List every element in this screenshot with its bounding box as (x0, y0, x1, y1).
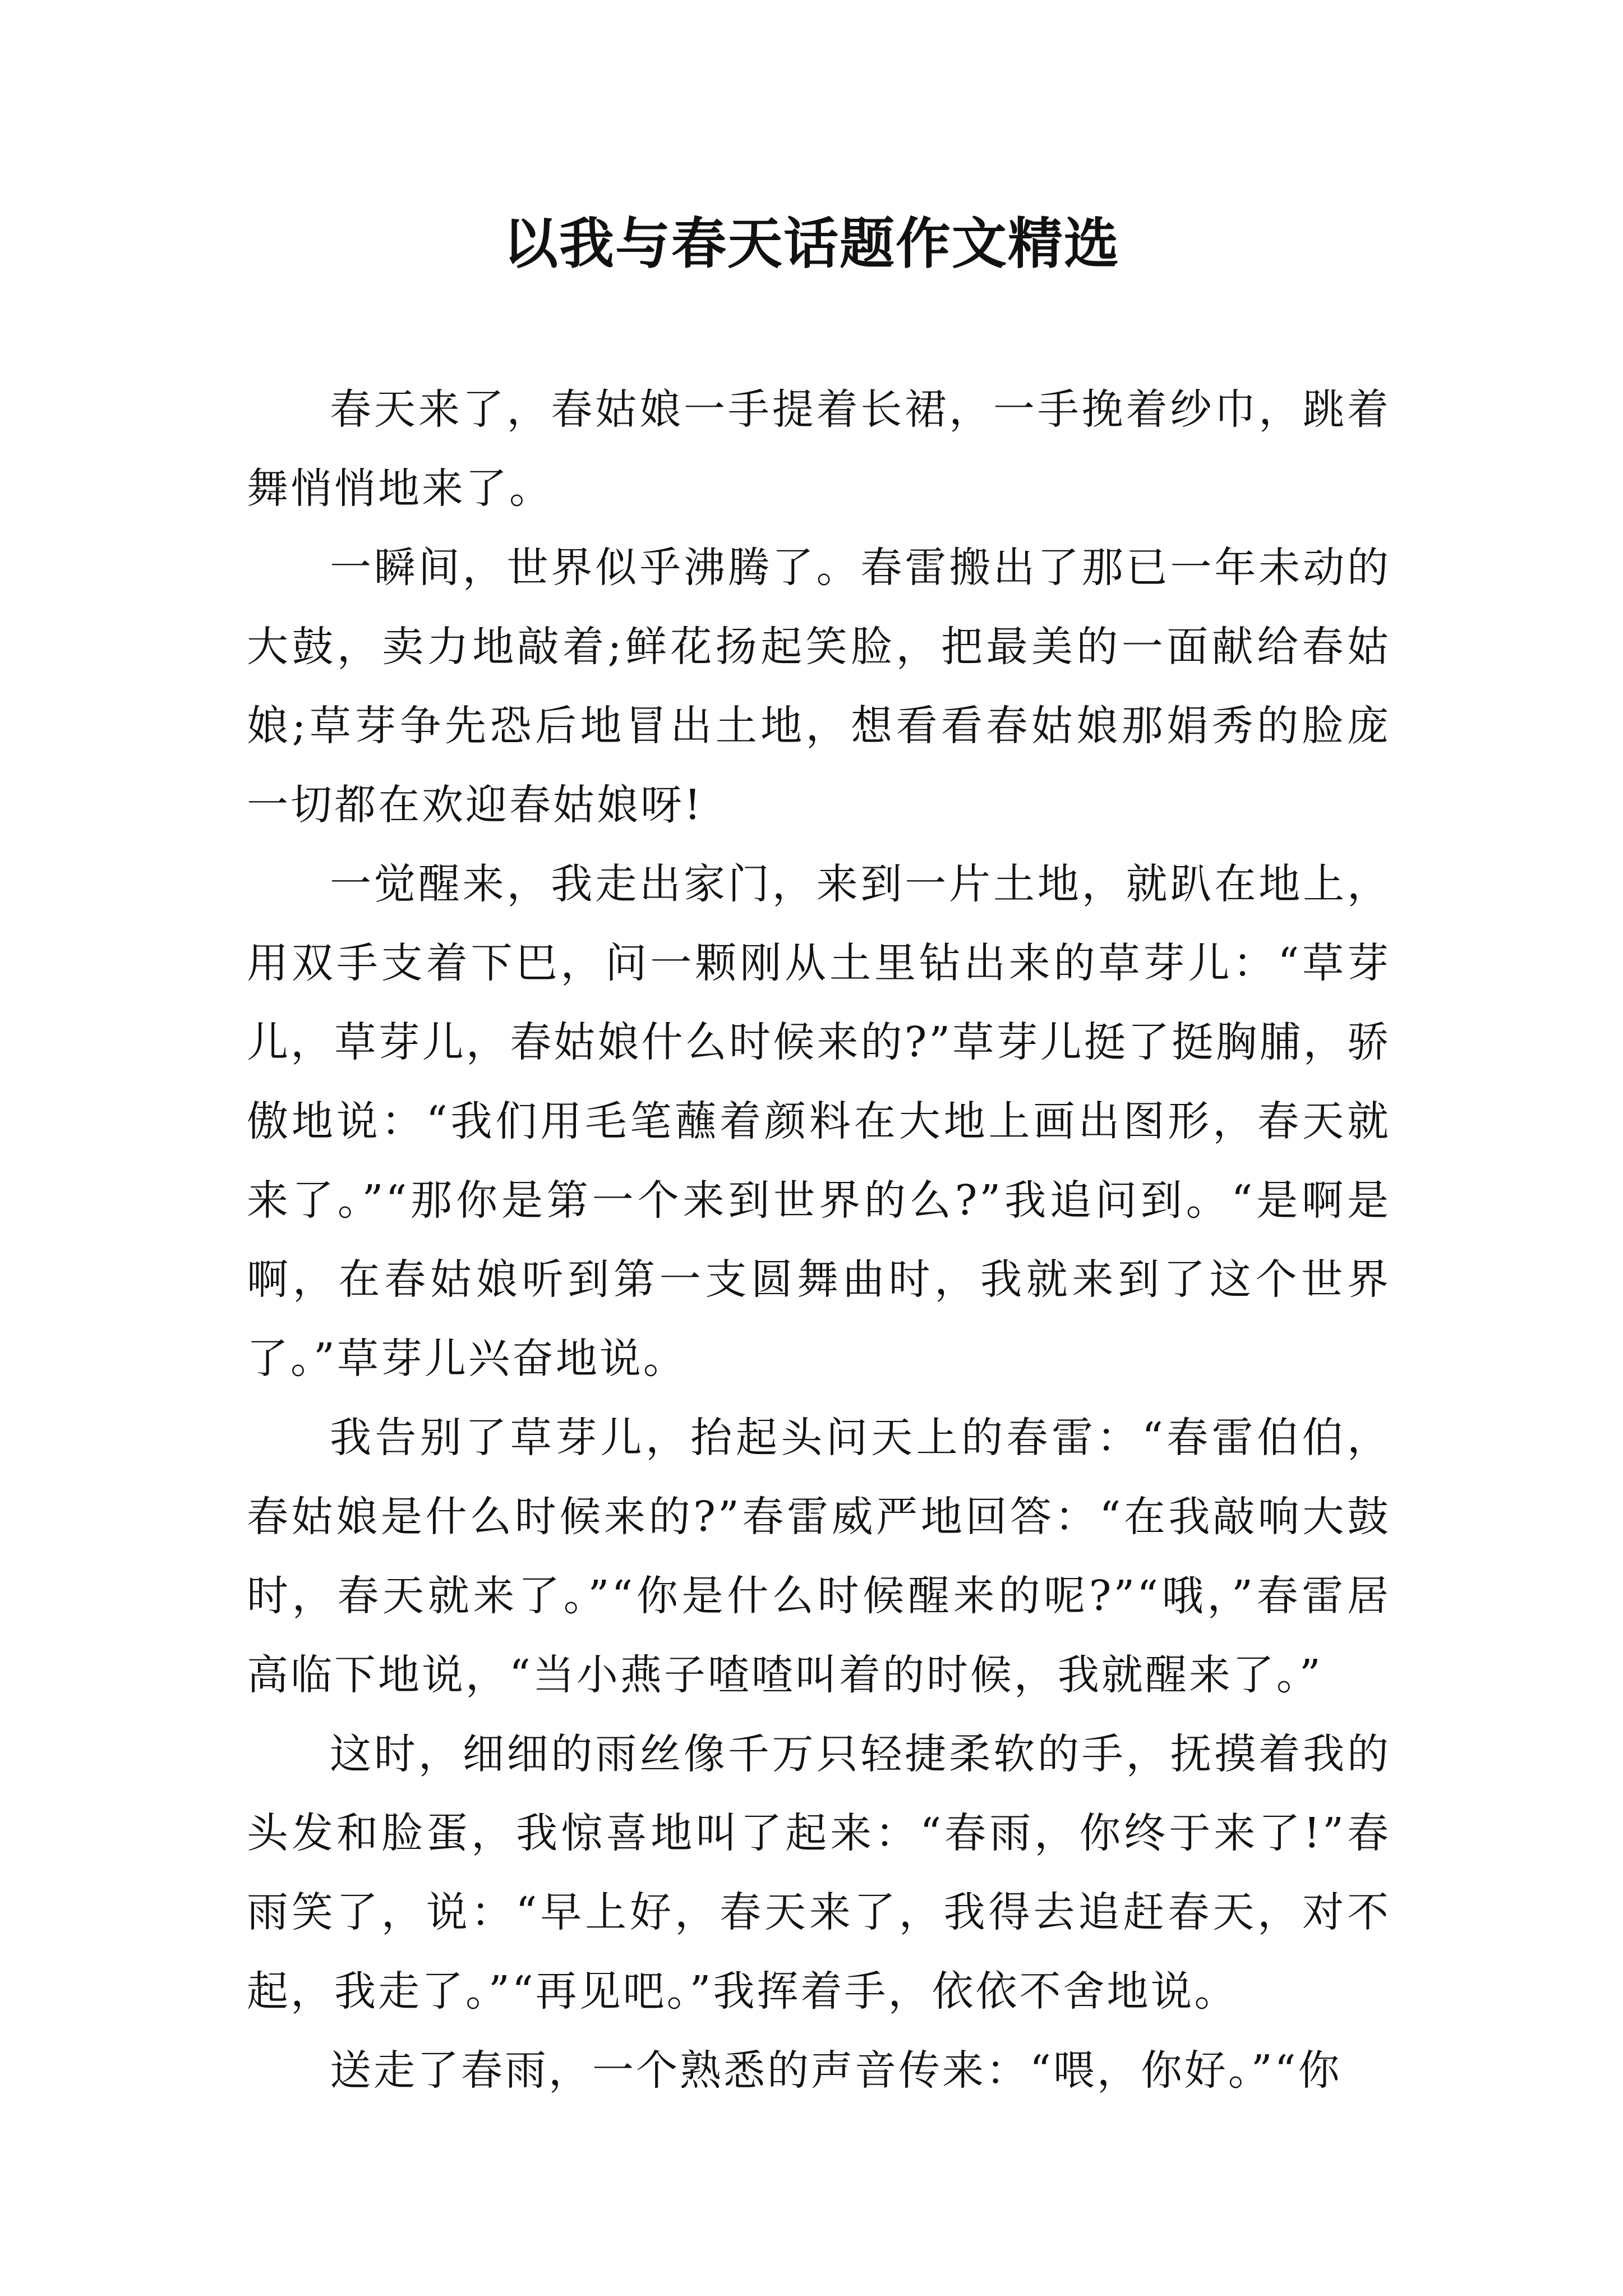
document-title: 以我与春天话题作文精选 (502, 211, 1120, 276)
paragraph-5: 这时，细细的雨丝像千万只轻捷柔软的手，抚摸着我的头发和脸蛋，我惊喜地叫了起来：“春雨，你终于来了!”春雨笑了，说：“早上好，春天来了，我得去追赶春天，对不起，我走了。”“再见吧。”我挥着手，依依不舍地说。 (247, 1730, 1391, 2016)
paragraph-4: 我告别了草芽儿，抬起头问天上的春雷：“春雷伯伯，春姑娘是什么时候来的?”春雷威严地回答：“在我敲响大鼓时，春天就来了。”“你是什么时候醒来的呢?”“哦，”春雷居高临下地说，“当小燕子喳喳叫着的时候，我就醒来了。” (247, 1414, 1391, 1699)
paragraph-3: 一觉醒来，我走出家门，来到一片土地，就趴在地上，用双手支着下巴，问一颗刚从土里钻出来的草芽儿：“草芽儿，草芽儿，春姑娘什么时候来的?”草芽儿挺了挺胸脯，骄傲地说：“我们用毛笔蘸着颜料在大地上画出图形，春天就来了。”“那你是第一个来到世界的么?”我追问到。“是啊是啊，在春姑娘听到第一支圆舞曲时，我就来到了这个世界了。”草芽儿兴奋地说。 (247, 860, 1391, 1383)
paragraph-1: 春天来了，春姑娘一手提着长裙，一手挽着纱巾，跳着舞悄悄地来了。 (247, 385, 1391, 513)
paragraph-2: 一瞬间，世界似乎沸腾了。春雷搬出了那已一年未动的大鼓，卖力地敲着;鲜花扬起笑脸，把最美的一面献给春姑娘;草芽争先恐后地冒出土地，想看看春姑娘那娟秀的脸庞一切都在欢迎春姑娘呀! (247, 544, 1391, 829)
document-body (247, 370, 1391, 2110)
paragraph-6: 送走了春雨，一个熟悉的声音传来：“喂，你好。”“你 (330, 2046, 1342, 2095)
